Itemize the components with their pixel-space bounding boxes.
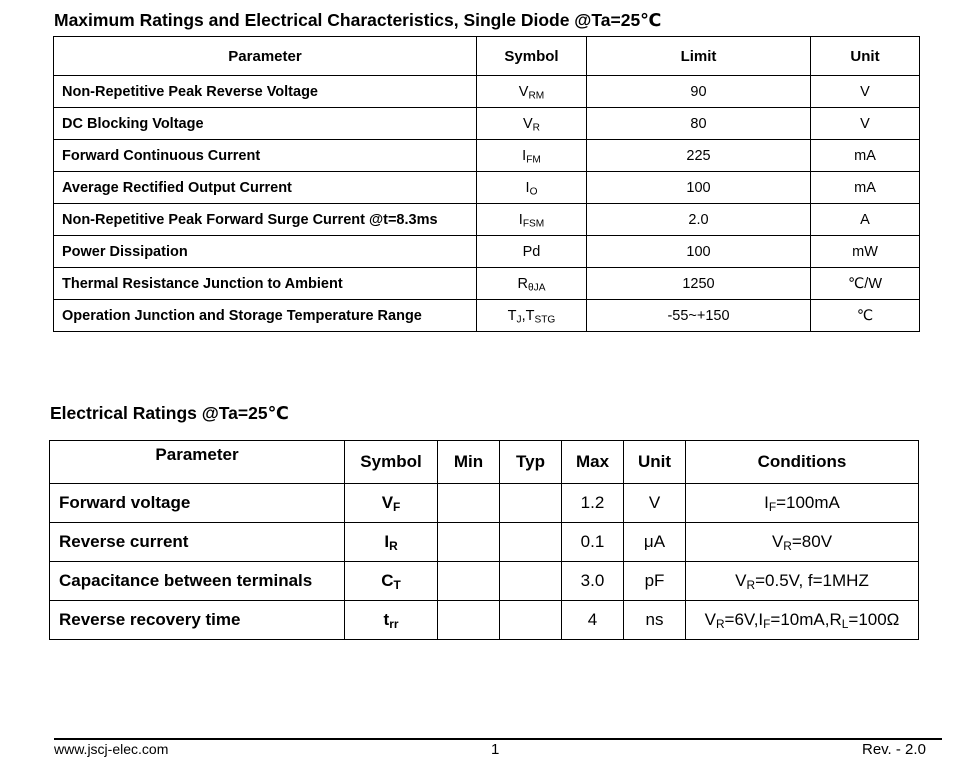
min-cell <box>438 484 500 523</box>
condition-subscript: L <box>841 616 849 631</box>
unit-cell: ℃/W <box>811 268 920 300</box>
header-parameter: Parameter <box>54 37 477 76</box>
section2-title: Electrical Ratings @Ta=25℃ <box>50 403 289 423</box>
symbol-cell <box>345 523 438 562</box>
table-row <box>54 300 920 332</box>
symbol-subscript: rr <box>389 616 399 631</box>
footer-divider <box>54 738 942 740</box>
symbol-letter: R <box>517 275 529 292</box>
symbol-cell <box>477 236 587 268</box>
condition-text: =100mA <box>776 493 840 512</box>
max-cell: 0.1 <box>562 523 624 562</box>
max-cell: 4 <box>562 601 624 640</box>
limit-cell: 2.0 <box>587 204 811 236</box>
typ-cell <box>500 562 562 601</box>
section1-title: Maximum Ratings and Electrical Characteristics, Single Diode @Ta=25℃ <box>54 10 662 30</box>
limit-cell: -55~+150 <box>587 300 811 332</box>
symbol-subscript: RM <box>528 90 545 102</box>
max-cell: 3.0 <box>562 562 624 601</box>
condition-subscript: R <box>715 616 725 631</box>
condition-text: =10mA,R <box>770 610 842 629</box>
unit-cell: mA <box>811 140 920 172</box>
header-typ: Typ <box>500 441 562 484</box>
parameter-cell: DC Blocking Voltage <box>54 108 477 140</box>
parameter-cell: Power Dissipation <box>54 236 477 268</box>
parameter-cell: Non-Repetitive Peak Forward Surge Current @t=8.3ms <box>54 204 477 236</box>
parameter-cell: Thermal Resistance Junction to Ambient <box>54 268 477 300</box>
header-symbol: Symbol <box>477 37 587 76</box>
conditions-cell <box>686 523 919 562</box>
table-row <box>54 172 920 204</box>
parameter-cell: Reverse current <box>50 523 345 562</box>
symbol-subscript: T <box>393 577 401 592</box>
condition-text: V <box>704 610 716 629</box>
unit-cell: μA <box>624 523 686 562</box>
symbol-cell <box>345 601 438 640</box>
condition-text: V <box>735 571 747 590</box>
limit-cell: 100 <box>587 172 811 204</box>
symbol-cell <box>477 172 587 204</box>
parameter-cell: Average Rectified Output Current <box>54 172 477 204</box>
condition-text: V <box>771 532 784 551</box>
parameter-cell: Operation Junction and Storage Temperature Range <box>54 300 477 332</box>
header-min: Min <box>438 441 500 484</box>
table-row <box>50 484 919 523</box>
conditions-cell <box>686 562 919 601</box>
symbol-letter: Pd <box>522 243 541 260</box>
limit-cell: 90 <box>587 76 811 108</box>
table-row <box>54 108 920 140</box>
electrical-ratings-table <box>49 440 919 640</box>
symbol-letter: I <box>384 532 390 551</box>
unit-cell: V <box>811 108 920 140</box>
parameter-cell: Non-Repetitive Peak Reverse Voltage <box>54 76 477 108</box>
unit-cell: A <box>811 204 920 236</box>
table-row <box>54 236 920 268</box>
header-max: Max <box>562 441 624 484</box>
condition-text: I <box>764 493 769 512</box>
symbol-letter: C <box>381 571 394 590</box>
symbol-cell <box>477 108 587 140</box>
symbol-letter: t <box>383 610 390 629</box>
condition-text: =80V <box>791 532 833 551</box>
symbol-letter: I <box>525 179 530 196</box>
symbol-subscript: θJA <box>528 282 546 294</box>
table-row <box>50 601 919 640</box>
header-unit: Unit <box>624 441 686 484</box>
unit-cell: mW <box>811 236 920 268</box>
parameter-cell: Forward voltage <box>50 484 345 523</box>
condition-text: =6V,I <box>724 610 764 629</box>
limit-cell: 100 <box>587 236 811 268</box>
symbol-subscript: J <box>516 314 522 326</box>
parameter-cell: Capacitance between terminals <box>50 562 345 601</box>
header-unit: Unit <box>811 37 920 76</box>
symbol-cell <box>477 268 587 300</box>
symbol-subscript: R <box>532 122 540 134</box>
footer-revision: Rev. - 2.0 <box>862 741 926 758</box>
max-ratings-header-row <box>54 37 920 76</box>
unit-cell: ℃ <box>811 300 920 332</box>
symbol-cell <box>477 204 587 236</box>
symbol-subscript: FSM <box>522 218 545 230</box>
symbol-letter: T <box>507 307 517 324</box>
conditions-cell <box>686 601 919 640</box>
max-ratings-body <box>54 76 920 332</box>
symbol-letter: I <box>522 147 527 164</box>
limit-cell: 80 <box>587 108 811 140</box>
symbol-subscript: STG <box>534 314 556 326</box>
footer-page-number: 1 <box>491 741 500 758</box>
condition-subscript: F <box>763 616 771 631</box>
header-conditions: Conditions <box>686 441 919 484</box>
min-cell <box>438 601 500 640</box>
limit-cell: 225 <box>587 140 811 172</box>
condition-subscript: R <box>746 577 756 592</box>
table-row <box>54 76 920 108</box>
symbol-cell <box>477 140 587 172</box>
symbol-subscript: R <box>389 538 398 553</box>
symbol-letter: ,T <box>521 307 535 324</box>
symbol-subscript: F <box>393 499 401 514</box>
symbol-subscript: FM <box>526 154 541 166</box>
unit-cell: pF <box>624 562 686 601</box>
condition-text: =100Ω <box>848 610 900 629</box>
symbol-cell <box>345 562 438 601</box>
header-parameter: Parameter <box>50 441 345 484</box>
symbol-cell <box>477 76 587 108</box>
typ-cell <box>500 523 562 562</box>
header-limit: Limit <box>587 37 811 76</box>
conditions-cell <box>686 484 919 523</box>
symbol-cell <box>477 300 587 332</box>
typ-cell <box>500 601 562 640</box>
symbol-letter: V <box>523 115 533 132</box>
table-row <box>54 204 920 236</box>
electrical-ratings-header-row <box>50 441 919 484</box>
footer-website: www.jscj-elec.com <box>54 741 169 757</box>
min-cell <box>438 562 500 601</box>
symbol-letter: V <box>518 83 529 100</box>
symbol-letter: I <box>518 211 523 228</box>
parameter-cell: Reverse recovery time <box>50 601 345 640</box>
limit-cell: 1250 <box>587 268 811 300</box>
unit-cell: V <box>624 484 686 523</box>
electrical-ratings-body <box>50 484 919 640</box>
parameter-cell: Forward Continuous Current <box>54 140 477 172</box>
table-row <box>54 140 920 172</box>
condition-subscript: R <box>783 538 792 553</box>
symbol-letter: V <box>381 493 394 512</box>
typ-cell <box>500 484 562 523</box>
unit-cell: ns <box>624 601 686 640</box>
symbol-cell <box>345 484 438 523</box>
header-symbol: Symbol <box>345 441 438 484</box>
unit-cell: V <box>811 76 920 108</box>
max-cell: 1.2 <box>562 484 624 523</box>
min-cell <box>438 523 500 562</box>
table-row <box>50 562 919 601</box>
condition-subscript: F <box>768 499 777 514</box>
symbol-subscript: O <box>529 186 538 198</box>
condition-text: =0.5V, f=1MHZ <box>755 571 869 590</box>
max-ratings-table <box>53 36 920 332</box>
unit-cell: mA <box>811 172 920 204</box>
table-row <box>54 268 920 300</box>
table-row <box>50 523 919 562</box>
